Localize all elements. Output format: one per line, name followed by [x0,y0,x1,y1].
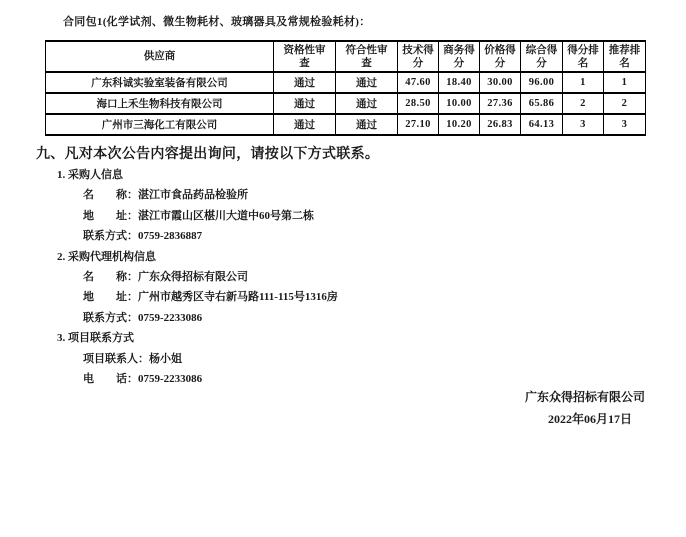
supplier-row [46,114,646,135]
agency-name-line: 名 称：广东众得招标有限公司 [83,271,248,284]
contract-package-title: 合同包1(化学试剂、微生物耗材、玻璃器具及常规检验耗材)： [63,16,371,28]
col-header-recommend-rank: 推荐排名 [604,41,646,72]
col-header-business-score: 商务得分 [439,41,480,72]
score-rank: 3 [563,114,604,135]
agency-info-title: 2. 采购代理机构信息 [57,250,156,263]
supplier-row [46,72,646,93]
supplier-name: 海口上禾生物科技有限公司 [46,93,274,114]
composite-score: 64.13 [521,114,563,135]
signature-company: 广东众得招标有限公司 [524,390,645,404]
price-score: 26.83 [480,114,521,135]
price-score: 30.00 [480,72,521,93]
recommend-rank: 1 [604,72,646,93]
agency-info-block [0,247,686,329]
agency-address-line: 地 址：广州市越秀区寺右新马路111-115号1316房 [83,291,338,304]
contact-section [0,145,686,389]
evaluation-table [45,40,646,136]
technical-score: 47.60 [398,72,439,93]
composite-score: 96.00 [521,72,563,93]
purchaser-contact-line: 联系方式：0759-2836887 [83,230,203,243]
technical-score: 28.50 [398,93,439,114]
col-header-price-score: 价格得分 [480,41,521,72]
supplier-name: 广州市三海化工有限公司 [46,114,274,135]
qualification-result: 通过 [274,93,336,114]
project-contact-block [0,328,686,389]
col-header-technical-score: 技术得分 [398,41,439,72]
qualification-result: 通过 [274,114,336,135]
signature-block [45,386,645,430]
technical-score: 27.10 [398,114,439,135]
purchaser-name-line: 名 称：湛江市食品药品检验所 [83,189,248,202]
project-contact-person-line: 项目联系人：杨小姐 [83,352,182,365]
score-rank: 2 [563,93,604,114]
score-rank: 1 [563,72,604,93]
purchaser-info-title: 1. 采购人信息 [57,169,123,181]
qualification-result: 通过 [274,72,336,93]
purchaser-info-block [0,165,686,247]
purchaser-address-line: 地 址：湛江市霞山区椹川大道中60号第二栋 [83,209,314,222]
business-score: 18.40 [439,72,480,93]
table-header-row [46,41,646,72]
price-score: 27.36 [480,93,521,114]
composite-score: 65.86 [521,93,563,114]
col-header-composite-score: 综合得分 [521,41,563,72]
project-phone-line: 电 话：0759-2233086 [83,373,203,386]
supplier-row [46,93,646,114]
recommend-rank: 2 [604,93,646,114]
conformity-result: 通过 [336,114,398,135]
col-header-conformity-review: 符合性审查 [336,41,398,72]
signature-date: 2022年06月17日 [547,412,632,426]
agency-contact-line: 联系方式：0759-2233086 [83,311,203,324]
business-score: 10.00 [439,93,480,114]
business-score: 10.20 [439,114,480,135]
col-header-score-rank: 得分排名 [563,41,604,72]
conformity-result: 通过 [336,72,398,93]
project-contact-title: 3. 项目联系方式 [57,332,134,345]
supplier-name: 广东科诚实验室装备有限公司 [46,72,274,93]
recommend-rank: 3 [604,114,646,135]
col-header-supplier: 供应商 [46,41,274,72]
col-header-qualification-review: 资格性审查 [274,41,336,72]
conformity-result: 通过 [336,93,398,114]
section-9-heading: 九、凡对本次公告内容提出询问，请按以下方式联系。 [36,147,380,162]
